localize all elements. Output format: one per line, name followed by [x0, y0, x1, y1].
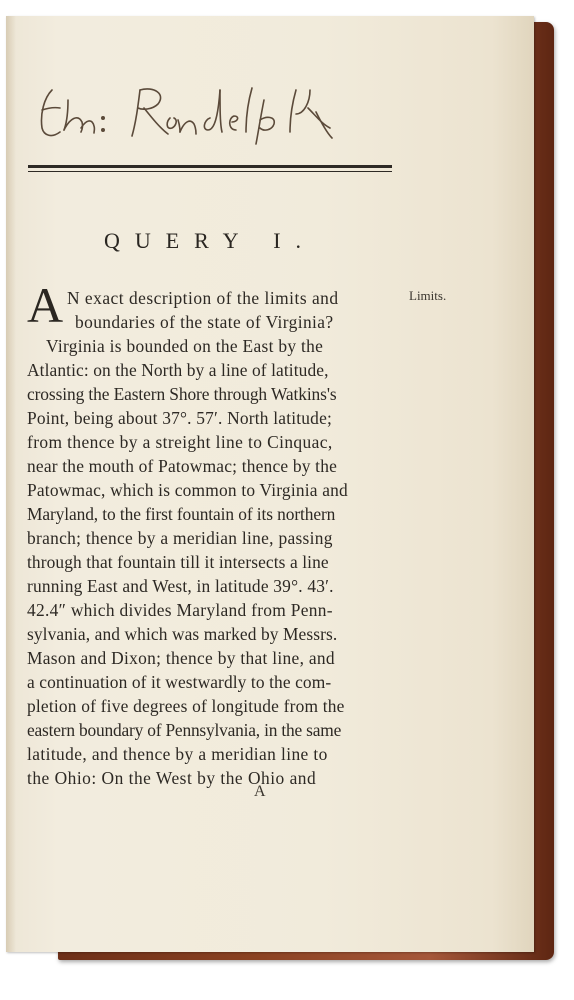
text-line: through that fountain till it intersects a line [27, 552, 329, 572]
text-line: from thence by a streight line to Cinquac, [27, 432, 333, 452]
text-line: crossing the Eastern Shore through Watkins's [27, 384, 337, 404]
text-line: running East and West, in latitude 39°. 43′. [27, 576, 334, 596]
text-line: N exact description of the limits and [67, 288, 339, 308]
book-page [6, 16, 534, 952]
handwritten-signature [34, 78, 344, 148]
page-gutter-shadow [6, 16, 16, 952]
query-heading: QUERY I. [103, 228, 317, 253]
text-line: Virginia is bounded on the East by the [46, 336, 324, 356]
text-line: branch; thence by a meridian line, passing [27, 528, 333, 548]
text-line: pletion of five degrees of longitude from the [27, 696, 345, 716]
header-rule-thin [28, 171, 392, 172]
text-line: 42.4″ which divides Maryland from Penn- [27, 600, 333, 620]
text-line: Atlantic: on the North by a line of latitude, [27, 360, 329, 380]
text-line: boundaries of the state of Virginia? [75, 312, 334, 332]
text-line: Patowmac, which is common to Virginia and [27, 480, 348, 500]
text-line: Maryland, to the first fountain of its northern [27, 504, 336, 524]
text-line: Mason and Dixon; thence by that line, and [27, 648, 335, 668]
text-line: latitude, and thence by a meridian line to [27, 744, 328, 764]
header-rule-thick [28, 165, 392, 168]
text-line: a continuation of it westwardly to the com- [27, 672, 332, 692]
margin-note: Limits. [409, 288, 447, 303]
text-line: sylvania, and which was marked by Messrs. [27, 624, 338, 644]
text-line: Point, being about 37°. 57′. North latitude; [27, 408, 333, 428]
text-line: near the mouth of Patowmac; thence by the [27, 456, 338, 476]
text-line: the Ohio: On the West by the Ohio and [27, 768, 317, 788]
signature-mark: A [254, 783, 266, 800]
drop-cap: A [27, 277, 64, 333]
text-line: eastern boundary of Pennsylvania, in the same [27, 720, 342, 740]
